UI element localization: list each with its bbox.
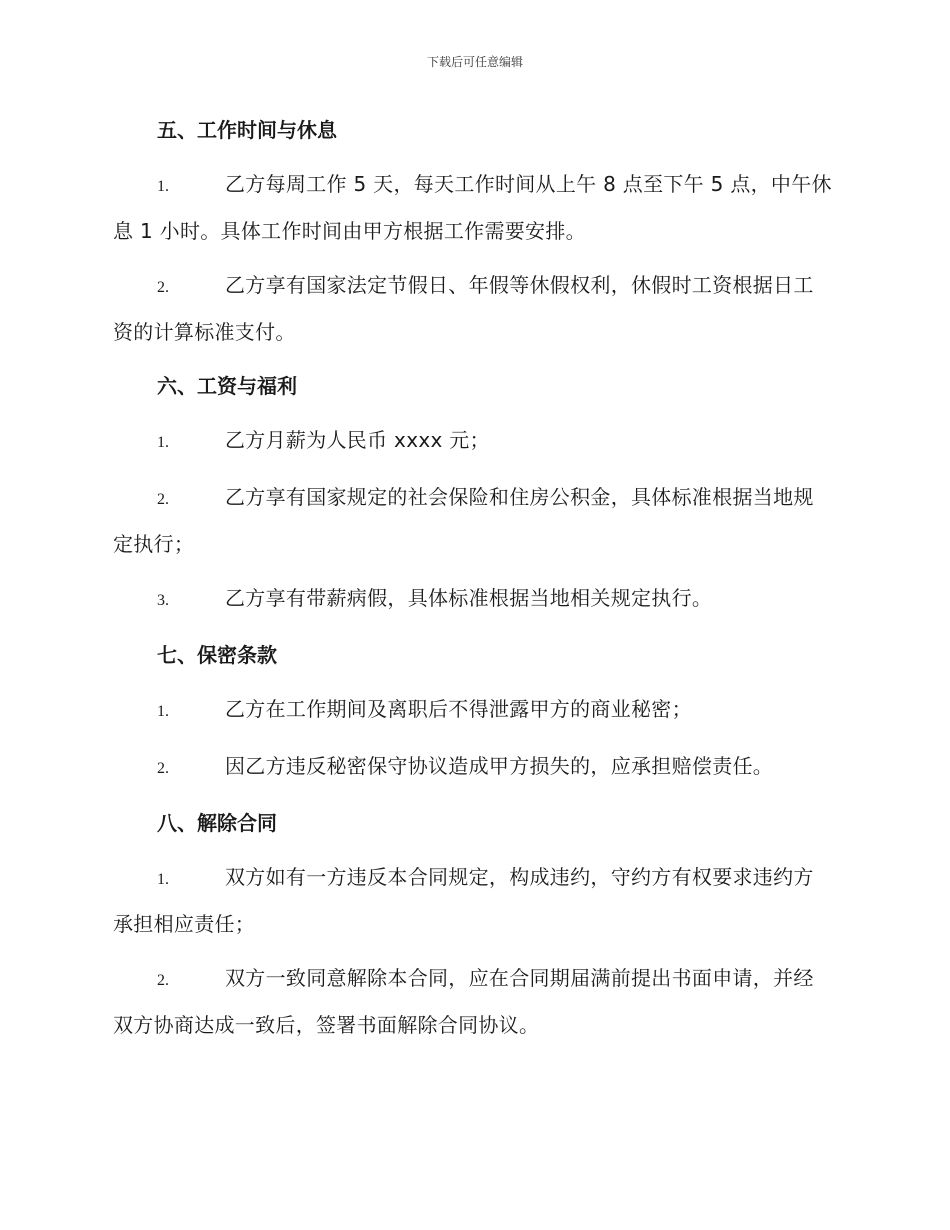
document-body <box>113 108 833 1057</box>
section-heading: 七、保密条款 <box>157 643 277 667</box>
clause-number: 1. <box>157 434 169 451</box>
clause-text: 乙方每周工作 5 天，每天工作时间从上午 8 点至下午 5 点，中午休息 1 小时。具体工作时间由甲方根据工作需要安排。 <box>113 172 832 243</box>
clause-text: 乙方在工作期间及离职后不得泄露甲方的商业秘密； <box>225 697 692 721</box>
clause-number: 1. <box>157 178 169 195</box>
clause-item <box>113 687 833 734</box>
clause-number: 2. <box>157 491 169 508</box>
clause-text: 乙方享有国家法定节假日、年假等休假权利，休假时工资根据日工资的计算标准支付。 <box>113 273 814 344</box>
clause-text: 乙方月薪为人民币 xxxx 元； <box>225 428 490 452</box>
clause-item <box>113 744 833 791</box>
section-salary-benefits <box>113 364 833 623</box>
section-heading: 八、解除合同 <box>157 811 277 835</box>
page-header-note: 下载后可任意编辑 <box>426 55 523 69</box>
section-termination <box>113 801 833 1047</box>
section-confidentiality <box>113 633 833 791</box>
clause-item <box>113 956 833 1047</box>
clause-number: 3. <box>157 592 169 609</box>
clause-text: 乙方享有带薪病假，具体标准根据当地相关规定执行。 <box>225 586 713 610</box>
clause-item <box>113 162 833 253</box>
clause-item <box>113 576 833 623</box>
clause-item <box>113 475 833 566</box>
clause-number: 1. <box>157 703 169 720</box>
section-heading: 五、工作时间与休息 <box>157 118 337 142</box>
clause-text: 双方如有一方违反本合同规定，构成违约，守约方有权要求违约方承担相应责任； <box>113 865 814 936</box>
clause-item <box>113 263 833 354</box>
section-work-hours <box>113 108 833 354</box>
clause-number: 2. <box>157 279 169 296</box>
clause-number: 2. <box>157 972 169 989</box>
clause-text: 因乙方违反秘密保守协议造成甲方损失的，应承担赔偿责任。 <box>225 754 774 778</box>
clause-text: 双方一致同意解除本合同，应在合同期届满前提出书面申请，并经双方协商达成一致后，签署书面解除合同协议。 <box>113 966 814 1037</box>
section-heading: 六、工资与福利 <box>157 374 297 398</box>
clause-text: 乙方享有国家规定的社会保险和住房公积金，具体标准根据当地规定执行； <box>113 485 814 556</box>
clause-item <box>113 855 833 946</box>
clause-number: 1. <box>157 871 169 888</box>
clause-item <box>113 418 833 465</box>
clause-number: 2. <box>157 760 169 777</box>
